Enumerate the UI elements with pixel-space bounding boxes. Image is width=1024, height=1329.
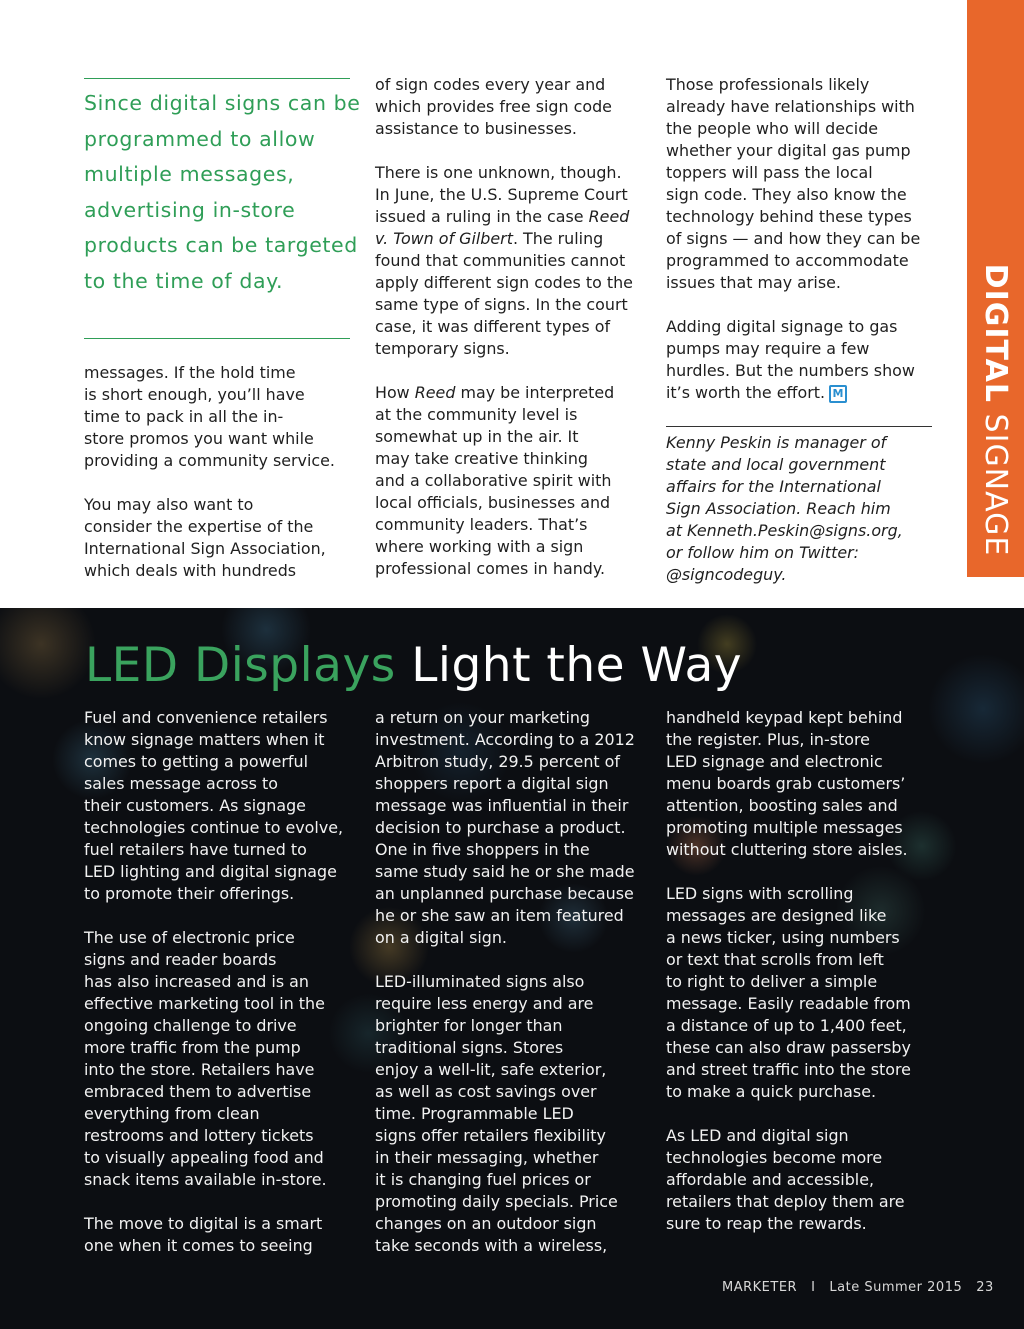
page-footer — [722, 1280, 1008, 1295]
footer-separator: I — [811, 1280, 816, 1295]
top-column-2-text-a: of sign codes every year and which provides free sign code assistance to businesses. There is one unknown, though. In June, the U.S. Supreme Court issued a ruling in the case — [375, 75, 628, 226]
footer-publication: MARKETER — [722, 1280, 798, 1295]
top-section — [0, 0, 1024, 608]
author-bio: Kenny Peskin is manager of state and local government affairs for the International Sign Association. Reach him at Kenneth.Peskin@signs.org, or follow him on Twitter: @signcodeguy. — [666, 433, 903, 584]
article-column-3: handheld keypad kept behind the register. Plus, in-store LED signage and electronic menu boards grab customers’ attention, boosting sales and promoting multiple messages without cluttering store aisles. LED signs with scrolling messages are designed like a news ticker, using numbers or text that scrolls from left to right to deliver a simple message. Easily readable from a distance of up to 1,400 feet, these can also draw passersby and street traffic into the store to make a quick purchase. As LED and digital sign technologies become more affordable and accessible, retailers that deploy them are sure to reap the rewards. — [666, 708, 911, 1233]
article-column-1: Fuel and convenience retailers know signage matters when it comes to getting a powerful sales message across to their customers. As signage technologies continue to evolve, fuel retailers have turned to LED lighting and digital signage to promote their offerings. The use of electronic price signs and reader boards has also increased and is an effective marketing tool in the ongoing challenge to drive more traffic from the pump into the store. Retailers have embraced them to advertise everything from clean restrooms and lottery tickets to visually appealing food and snack items available in-store. The move to digital is a smart one when it comes to seeing — [84, 708, 344, 1255]
case-name: Reed v. Town of Gilbert — [375, 207, 630, 248]
page-number: 23 — [976, 1280, 994, 1295]
pull-quote-rule-top — [84, 78, 350, 79]
pull-quote-rule-bottom — [84, 338, 350, 339]
pull-quote: Since digital signs can be programmed to allow multiple messages, advertising in-store products can be targeted to the time of day. — [84, 91, 361, 293]
top-column-2-text-c: . The ruling found that communities cannot apply different sign codes to the same type of signs. In the court case, it was different types of temporary signs. How — [375, 229, 633, 402]
case-short-name: Reed — [414, 383, 456, 402]
headline-white: Light the Way — [411, 638, 743, 693]
headline-green: LED Displays — [85, 638, 396, 693]
top-column-2 — [375, 74, 650, 580]
top-column-3-text: Those professionals likely already have relationships with the people who will decide whether your digital gas pump toppers will pass the local sign code. They also know the technology behind these types of signs — and how they can be programmed to accommodate issues that may arise. Adding digital signage to gas pumps may require a few hurdles. But the numbers show it’s worth the effort. — [666, 75, 921, 402]
section-tab-label — [978, 263, 1013, 557]
top-column-1: messages. If the hold time is short enough, you’ll have time to pack in all the in- store promos you want while providing a community service. You may also want to consider the expertise of the International Sign Association, which deals with hundreds — [84, 363, 335, 580]
marketer-end-mark-icon: M — [829, 385, 847, 403]
section-tab-bold: DIGITAL — [978, 263, 1013, 403]
top-column-3 — [666, 74, 946, 404]
top-column-2-text-e: may be interpreted at the community level is somewhat up in the air. It may take creative thinking and a collaborative spirit with local officials, businesses and community leaders. That’s where working with a sign professional comes in handy. — [375, 383, 615, 578]
section-tab-light: SIGNAGE — [978, 413, 1013, 557]
led-article-section — [0, 608, 1024, 1329]
article-headline — [85, 638, 743, 693]
footer-issue: Late Summer 2015 — [829, 1280, 963, 1295]
bio-rule — [666, 426, 932, 427]
article-column-2: a return on your marketing investment. According to a 2012 Arbitron study, 29.5 percent of shoppers report a digital sign message was influential in their decision to purchase a product. One in five shoppers in the same study said he or she made an unplanned purchase because he or she saw an item featured on a digital sign. LED-illuminated signs also require less energy and are brighter for longer than traditional signs. Stores enjoy a well-lit, safe exterior, as well as cost savings over time. Programmable LED signs offer retailers flexibility in their messaging, whether it is changing fuel prices or promoting daily specials. Price changes on an outdoor sign take seconds with a wireless, — [375, 708, 635, 1255]
